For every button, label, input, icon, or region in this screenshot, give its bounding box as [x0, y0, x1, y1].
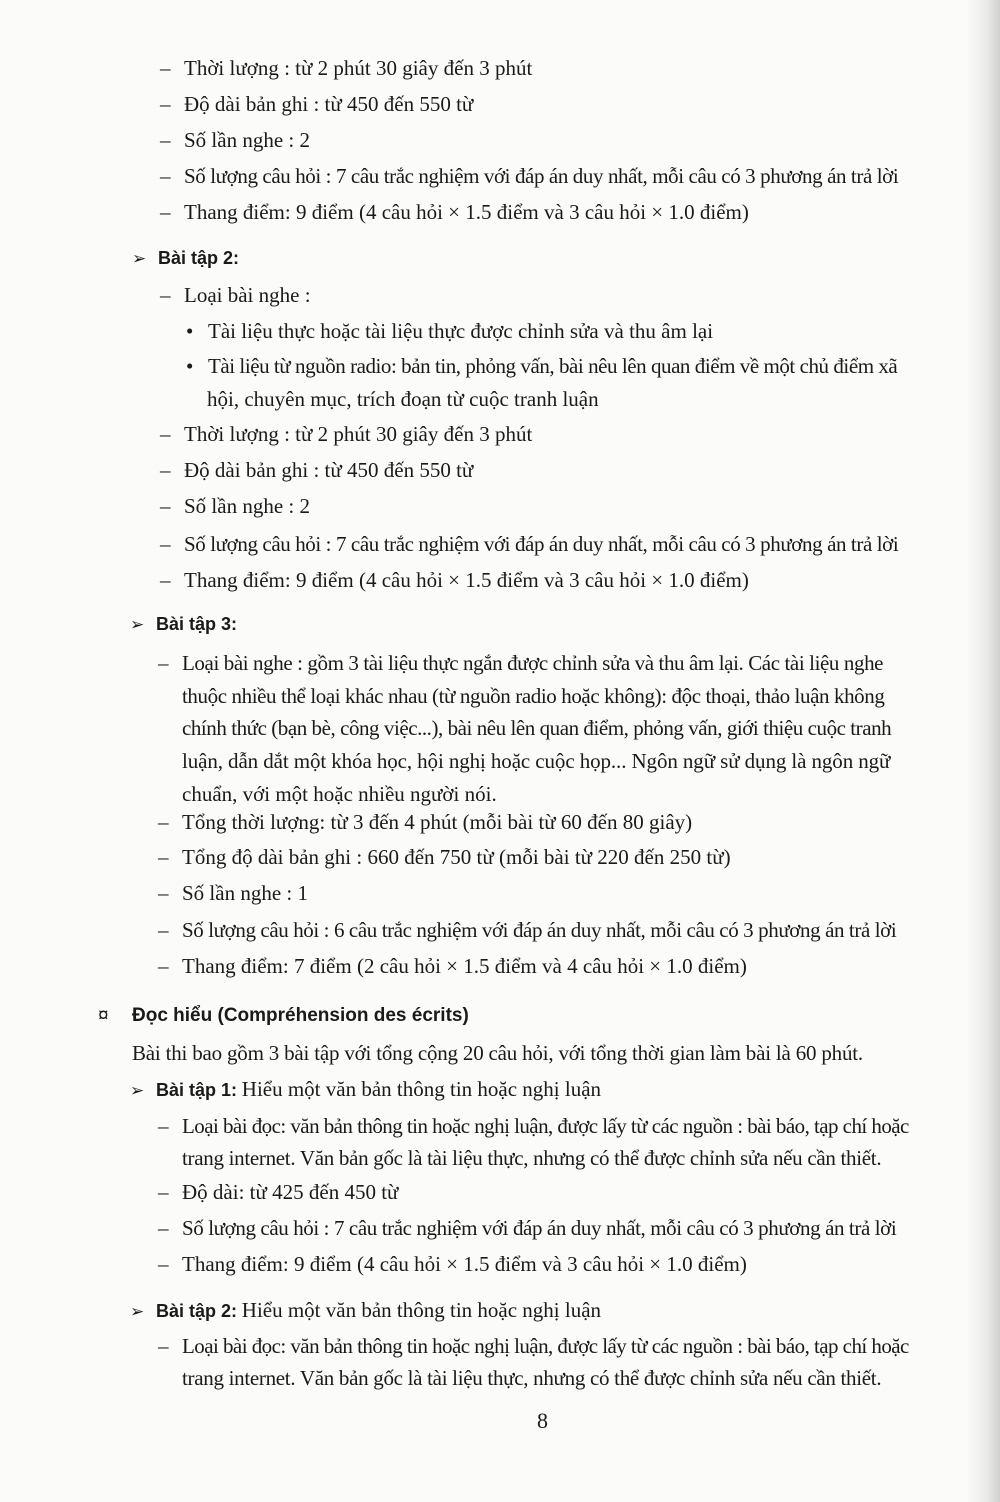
bullet-item [186, 319, 713, 344]
intro-paragraph: Bài thi bao gồm 3 bài tập với tổng cộng 20 câu hỏi, với tổng thời gian làm bài là 60 phút. [132, 1041, 863, 1065]
exercise-heading [130, 614, 237, 636]
list-item: – Số lần nghe : 2 [160, 494, 310, 518]
section-heading [98, 1005, 469, 1027]
paragraph-line: chuẩn, với một hoặc nhiều người nói. [182, 782, 497, 806]
list-item: – Số lần nghe : 1 [158, 881, 308, 905]
paragraph-line: chính thức (bạn bè, công việc...), bài nêu lên quan điểm, phỏng vấn, giới thiệu cuộc tranh [182, 716, 892, 740]
item-text: Thời lượng : từ 2 phút 30 giây đến 3 phút [184, 56, 533, 80]
list-item: – Độ dài bản ghi : từ 450 đến 550 từ [160, 92, 474, 116]
exercise-label: Bài tập 3: [156, 614, 238, 634]
item-text: Loại bài đọc: văn bản thông tin hoặc nghị luận, được lấy từ các nguồn : bài báo, tạp chí hoặc [182, 1334, 909, 1358]
bullet-icon: • [186, 354, 193, 378]
item-text: Thang điểm: 9 điểm (4 câu hỏi × 1.5 điểm và 3 câu hỏi × 1.0 điểm) [184, 200, 749, 224]
list-item: – Thang điểm: 9 điểm (4 câu hỏi × 1.5 điểm và 3 câu hỏi × 1.0 điểm) [160, 200, 749, 224]
item-text: Thang điểm: 9 điểm (4 câu hỏi × 1.5 điểm và 3 câu hỏi × 1.0 điểm) [182, 1252, 747, 1276]
list-item: – Thang điểm: 7 điểm (2 câu hỏi × 1.5 điểm và 4 câu hỏi × 1.0 điểm) [158, 954, 747, 978]
exercise-title: Hiểu một văn bản thông tin hoặc nghị luận [241, 1077, 602, 1101]
paragraph-line: thuộc nhiều thể loại khác nhau (từ nguồn radio hoặc không): độc thoại, thảo luận không [182, 684, 885, 708]
list-item: – Độ dài: từ 425 đến 450 từ [158, 1180, 399, 1204]
item-text: Thang điểm: 9 điểm (4 câu hỏi × 1.5 điểm và 3 câu hỏi × 1.0 điểm) [184, 568, 749, 592]
item-text: Loại bài nghe : [184, 283, 311, 307]
item-text: Tổng thời lượng: từ 3 đến 4 phút (mỗi bài từ 60 đến 80 giây) [182, 810, 693, 834]
item-text: Độ dài bản ghi : từ 450 đến 550 từ [184, 458, 474, 482]
item-text: Số lần nghe : 2 [184, 494, 310, 518]
exercise-label: Bài tập 2: [158, 248, 240, 268]
list-item: – Loại bài nghe : gồm 3 tài liệu thực ngắn được chỉnh sửa và thu âm lại. Các tài liệu nghe [158, 651, 884, 675]
exercise-heading [130, 1077, 601, 1102]
list-item: – Thời lượng : từ 2 phút 30 giây đến 3 phút [160, 422, 533, 446]
list-item: – Tổng độ dài bản ghi : 660 đến 750 từ (mỗi bài từ 220 đến 250 từ) [158, 845, 731, 869]
item-text: Số lần nghe : 1 [182, 881, 308, 905]
arrow-icon: ➢ [130, 615, 145, 634]
list-item: – Độ dài bản ghi : từ 450 đến 550 từ [160, 458, 474, 482]
item-text: Độ dài bản ghi : từ 450 đến 550 từ [184, 92, 474, 116]
item-text: Tài liệu từ nguồn radio: bản tin, phỏng vấn, bài nêu lên quan điểm về một chủ điểm xã [208, 354, 898, 378]
list-item: – Số lượng câu hỏi : 7 câu trắc nghiệm với đáp án duy nhất, mỗi câu có 3 phương án trả lời [158, 1216, 897, 1240]
paragraph-line: luận, dẫn dắt một khóa học, hội nghị hoặc cuộc họp... Ngôn ngữ sử dụng là ngôn ngữ [182, 749, 891, 773]
item-text: Loại bài đọc: văn bản thông tin hoặc nghị luận, được lấy từ các nguồn : bài báo, tạp chí hoặc [182, 1114, 909, 1138]
exercise-label: Bài tập 2: [156, 1301, 238, 1321]
list-item: – Số lần nghe : 2 [160, 128, 310, 152]
list-item: – Tổng thời lượng: từ 3 đến 4 phút (mỗi bài từ 60 đến 80 giây) [158, 810, 693, 834]
item-text: Số lượng câu hỏi : 7 câu trắc nghiệm với đáp án duy nhất, mỗi câu có 3 phương án trả lời [184, 532, 899, 556]
list-item: – Loại bài đọc: văn bản thông tin hoặc nghị luận, được lấy từ các nguồn : bài báo, tạp chí hoặc [158, 1114, 909, 1138]
list-item: – Thời lượng : từ 2 phút 30 giây đến 3 phút [160, 56, 533, 80]
exercise-heading [130, 1298, 601, 1323]
list-item: – Loại bài nghe : [160, 283, 311, 307]
arrow-icon: ➢ [130, 1081, 145, 1100]
list-item: – Loại bài đọc: văn bản thông tin hoặc nghị luận, được lấy từ các nguồn : bài báo, tạp chí hoặc [158, 1334, 909, 1358]
list-item: – Số lượng câu hỏi : 7 câu trắc nghiệm với đáp án duy nhất, mỗi câu có 3 phương án trả lời [160, 164, 899, 188]
arrow-icon: ➢ [132, 249, 147, 268]
section-mark-icon: ¤ [98, 1005, 109, 1026]
page-edge-shadow [966, 0, 1000, 1502]
list-item: – Thang điểm: 9 điểm (4 câu hỏi × 1.5 điểm và 3 câu hỏi × 1.0 điểm) [158, 1252, 747, 1276]
list-item: – Số lượng câu hỏi : 7 câu trắc nghiệm với đáp án duy nhất, mỗi câu có 3 phương án trả lời [160, 532, 899, 556]
exercise-label: Bài tập 1: [156, 1080, 238, 1100]
page-number: 8 [537, 1408, 548, 1433]
item-text: Số lần nghe : 2 [184, 128, 310, 152]
item-text: Tài liệu thực hoặc tài liệu thực được chỉnh sửa và thu âm lại [208, 319, 714, 343]
item-text: Số lượng câu hỏi : 7 câu trắc nghiệm với đáp án duy nhất, mỗi câu có 3 phương án trả lời [182, 1216, 897, 1240]
exercise-heading [132, 248, 239, 270]
bullet-item [186, 354, 897, 379]
item-text: Số lượng câu hỏi : 7 câu trắc nghiệm với đáp án duy nhất, mỗi câu có 3 phương án trả lời [184, 164, 899, 188]
item-text: Loại bài nghe : gồm 3 tài liệu thực ngắn được chỉnh sửa và thu âm lại. Các tài liệu nghe [182, 651, 884, 675]
paragraph-line: trang internet. Văn bản gốc là tài liệu thực, nhưng có thể được chỉnh sửa nếu cần thiết. [182, 1146, 882, 1170]
section-title: Đọc hiểu (Compréhension des écrits) [132, 1005, 469, 1026]
bullet-icon: • [186, 319, 194, 343]
item-text: Số lượng câu hỏi : 6 câu trắc nghiệm với đáp án duy nhất, mỗi câu có 3 phương án trả lời [182, 918, 897, 942]
exercise-title: Hiểu một văn bản thông tin hoặc nghị luận [241, 1298, 602, 1322]
list-item: – Số lượng câu hỏi : 6 câu trắc nghiệm với đáp án duy nhất, mỗi câu có 3 phương án trả lời [158, 918, 897, 942]
list-item: – Thang điểm: 9 điểm (4 câu hỏi × 1.5 điểm và 3 câu hỏi × 1.0 điểm) [160, 568, 749, 592]
item-text: Thang điểm: 7 điểm (2 câu hỏi × 1.5 điểm và 4 câu hỏi × 1.0 điểm) [182, 954, 747, 978]
item-text: Thời lượng : từ 2 phút 30 giây đến 3 phút [184, 422, 533, 446]
item-text: Tổng độ dài bản ghi : 660 đến 750 từ (mỗi bài từ 220 đến 250 từ) [182, 845, 731, 869]
paragraph-line: trang internet. Văn bản gốc là tài liệu thực, nhưng có thể được chỉnh sửa nếu cần thiết. [182, 1366, 882, 1390]
arrow-icon: ➢ [130, 1302, 145, 1321]
bullet-continuation: hội, chuyên mục, trích đoạn từ cuộc tranh luận [207, 387, 599, 411]
item-text: Độ dài: từ 425 đến 450 từ [182, 1180, 399, 1204]
